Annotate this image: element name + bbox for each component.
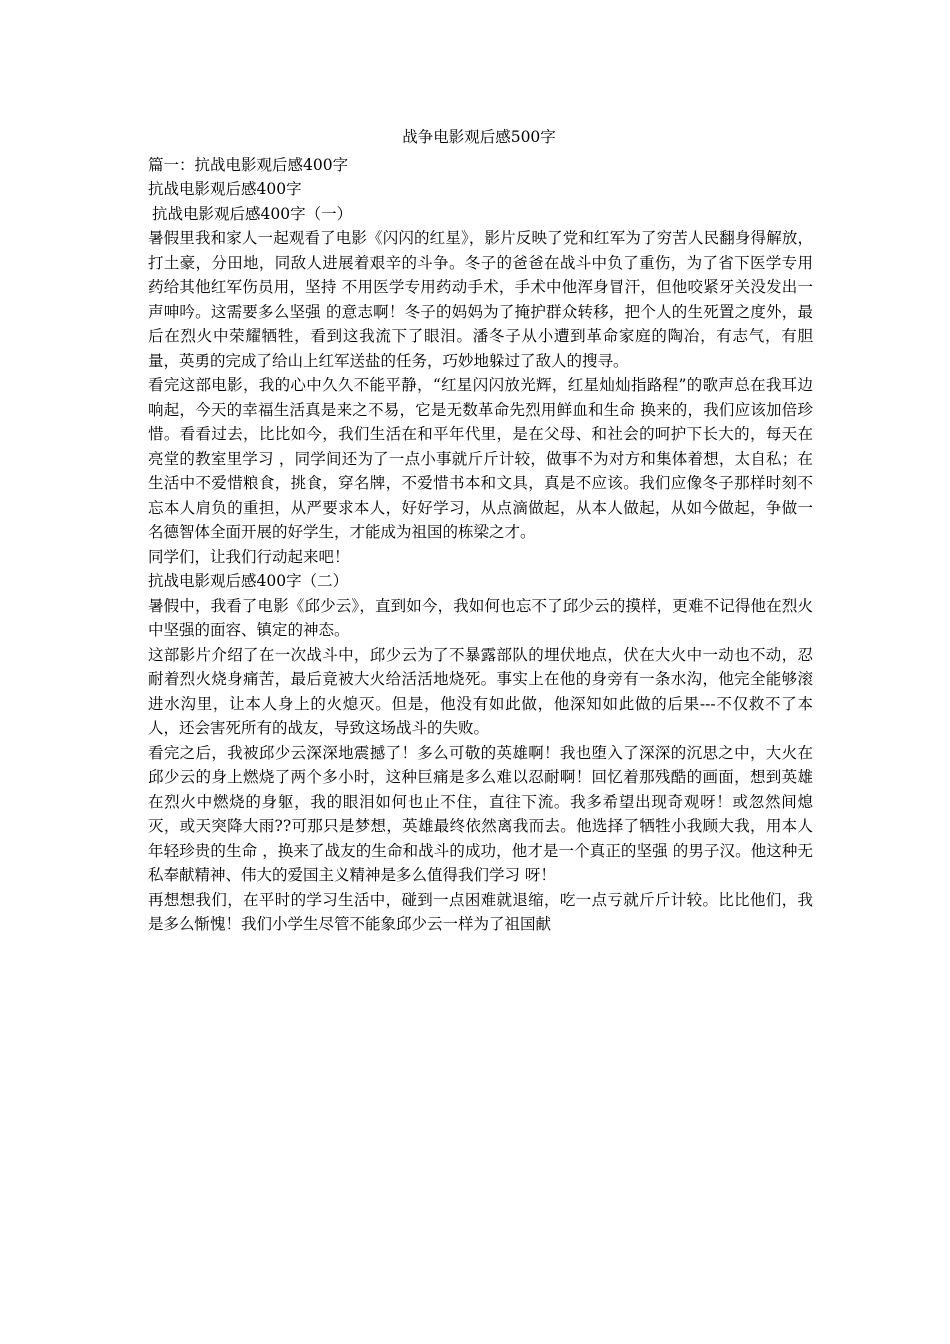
section-heading: 篇一：抗战电影观后感400字	[148, 155, 349, 174]
paragraph: 暑假里我和家人一起观看了电影《闪闪的红星》，影片反映了党和红军为了穷苦人民翻身得解放，打土豪，分田地，同敌人进展着艰辛的斗争。冬子的爸爸在战斗中负了重伤，为了省下医学专用药给其他红军伤员用，坚持 不用医学专用药动手术，手术中他浑身冒汗，但他咬紧牙关没发出一声呻吟。这需要多么坚强 的意志啊！冬子的妈妈为了掩护群众转移，把个人的生死置之度外，最后在烈火中荣耀牺牲，看到这我流下了眼泪。潘冬子从小遭到革命家庭的陶冶，有志气，有胆量，英勇的完成了给山上红军送盐的任务，巧妙地躲过了敌人的搜寻。	[148, 229, 813, 370]
document-title: 战争电影观后感500字	[402, 128, 556, 146]
paragraph: 看完之后，我被邱少云深深地震撼了！多么可敬的英雄啊！我也堕入了深深的沉思之中，大火在邱少云的身上燃烧了两个多小时，这种巨痛是多么难以忍耐啊！回忆着那残酷的画面，想到英雄在烈火中燃烧的身躯，我的眼泪如何也止不住，直往下流。我多希望出现奇观呀！或忽然间熄灭，或天突降大雨??可那只是梦想，英雄最终依然离我而去。他选择了牺牲小我顾大我，用本人年轻珍贵的生命 ，换来了战友的生命和战斗的成功，他才是一个真正的坚强 的男子汉。他这种无私奉献精神、伟大的爱国主义精神是多么值得我们学习 呀！	[148, 743, 813, 884]
paragraph: 暑假中，我看了电影《邱少云》，直到如今，我如何也忘不了邱少云的摸样，更难不记得他在烈火中坚强的面容、镇定的神态。	[148, 596, 813, 639]
subsection-heading: 抗战电影观后感400字	[148, 180, 302, 198]
paragraph: 看完这部电影，我的心中久久不能平静，“红星闪闪放光辉，红星灿灿指路程”的歌声总在我耳边响起，今天的幸福生活真是来之不易，它是无数革命先烈用鲜血和生命 换来的，我们应该加倍珍惜。看看过去，比比如今，我们生活在和平年代里，是在父母、和社会的呵护下长大的，每天在亮堂的教室里学习 ，同学间还为了一点小事就斤斤计较，做事不为对方和集体着想，太自私；在生活中不爱惜粮食，挑食，穿名牌，不爱惜书本和文具，真是不应该。我们应像冬子那样时刻不忘本人肩负的重担，从严要求本人，好好学习，从点滴做起，从本人做起，从如今做起，争做一名德智体全面开展的好学生，才能成为祖国的栋梁之才。	[148, 376, 813, 541]
essay-heading-two: 抗战电影观后感400字（二）	[148, 572, 349, 590]
paragraph: 再想想我们，在平时的学习生活中，碰到一点困难就退缩，吃一点亏就斤斤计较。比比他们，我是多么惭愧！我们小学生尽管不能象邱少云一样为了祖国献	[148, 890, 813, 933]
essay-heading-one: 抗战电影观后感400字（一）	[152, 204, 353, 223]
paragraph: 同学们，让我们行动起来吧！	[148, 547, 350, 566]
paragraph: 这部影片介绍了在一次战斗中，邱少云为了不暴露部队的埋伏地点，伏在大火中一动也不动，忍耐着烈火烧身痛苦，最后竟被大火给活活地烧死。事实上在他的身旁有一条水沟，他完全能够滚进水沟里，让本人身上的火熄灭。但是，他没有如此做，他深知如此做的后果---不仅救不了本人，还会害死所有的战友，导致这场战斗的失败。	[148, 645, 813, 737]
document-page	[145, 125, 813, 937]
